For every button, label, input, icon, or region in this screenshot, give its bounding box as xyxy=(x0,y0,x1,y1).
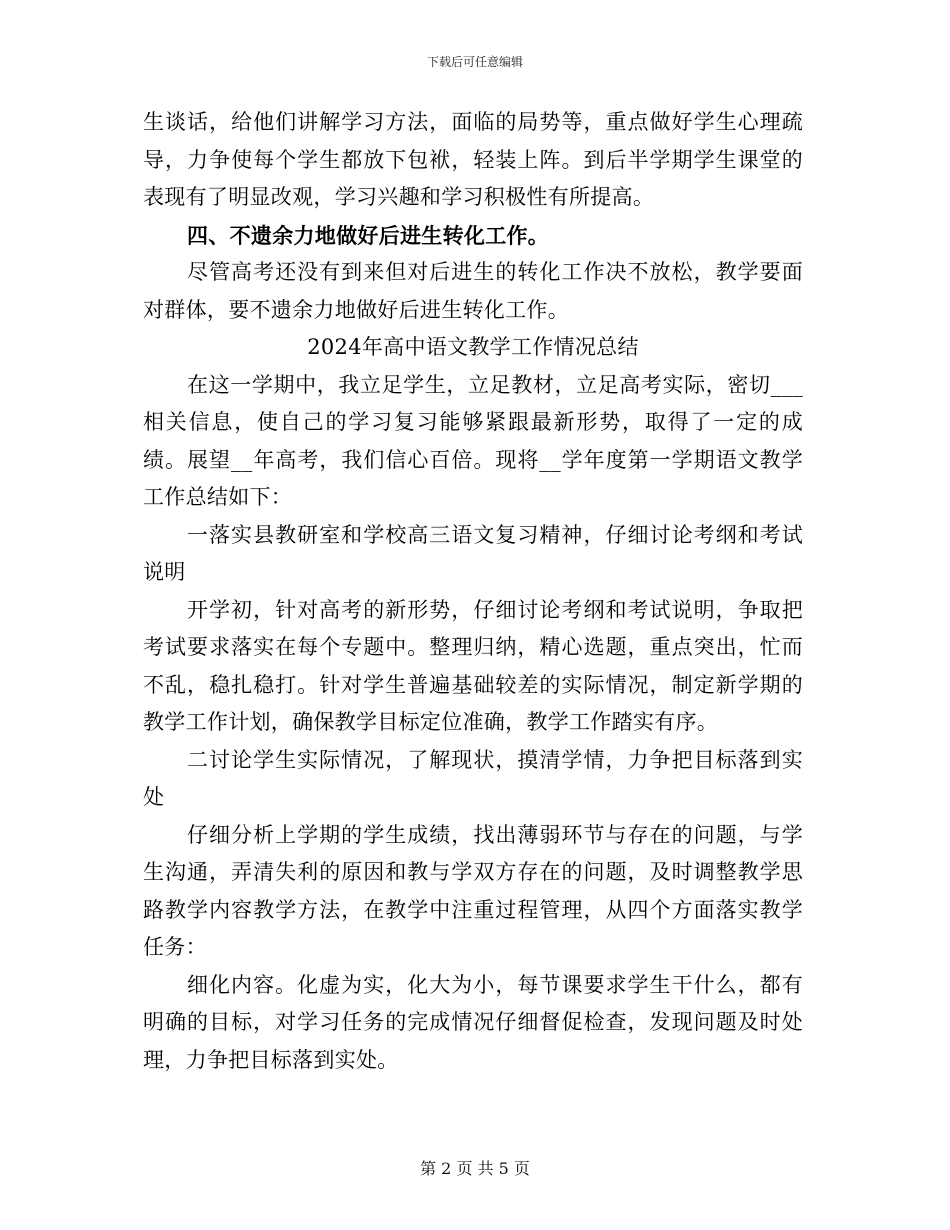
page-header: 下载后可任意编辑 xyxy=(426,55,523,69)
paragraph: 尽管高考还没有到来但对后进生的转化工作决不放松，教学要面对群体，要不遗余力地做好后进生转化工作。 xyxy=(143,260,803,322)
paragraph: 仔细分析上学期的学生成绩，找出薄弱环节与存在的问题，与学生沟通，弄清失利的原因和教与学双方存在的问题，及时调整教学思路教学内容教学方法，在教学中注重过程管理，从四个方面落实教学任务： xyxy=(143,822,803,959)
page-footer: 第 2 页 共 5 页 xyxy=(420,1159,530,1178)
section-heading-2: 二讨论学生实际情况，了解现状，摸清学情，力争把目标落到实处 xyxy=(143,747,803,809)
paragraph: 细化内容。化虚为实，化大为小，每节课要求学生干什么，都有明确的目标，对学习任务的完成情况仔细督促检查，发现问题及时处理，力争把目标落到实处。 xyxy=(143,972,803,1072)
section-heading-1: 一落实县教研室和学校高三语文复习精神，仔细讨论考纲和考试说明 xyxy=(143,522,803,584)
paragraph-continuation: 生谈话，给他们讲解学习方法，面临的局势等，重点做好学生心理疏导，力争使每个学生都放下包袱，轻装上阵。到后半学期学生课堂的表现有了明显改观，学习兴趣和学习积极性有所提高。 xyxy=(143,110,803,209)
document-body xyxy=(143,104,803,1079)
paragraph: 开学初，针对高考的新形势，仔细讨论考纲和考试说明，争取把考试要求落实在每个专题中。整理归纳，精心选题，重点突出，忙而不乱，稳扎稳打。针对学生普遍基础较差的实际情况，制定新学期的教学工作计划，确保教学目标定位准确，教学工作踏实有序。 xyxy=(143,597,803,734)
section-heading-4: 四、不遗余力地做好后进生转化工作。 xyxy=(187,222,550,248)
document-title: 2024年高中语文教学工作情况总结 xyxy=(307,335,639,359)
paragraph: 在这一学期中，我立足学生，立足教材，立足高考实际，密切___相关信息，使自己的学习复习能够紧跟最新形势，取得了一定的成绩。展望__年高考，我们信心百倍。现将__学年度第一学期语文教学工作总结如下： xyxy=(143,372,803,509)
